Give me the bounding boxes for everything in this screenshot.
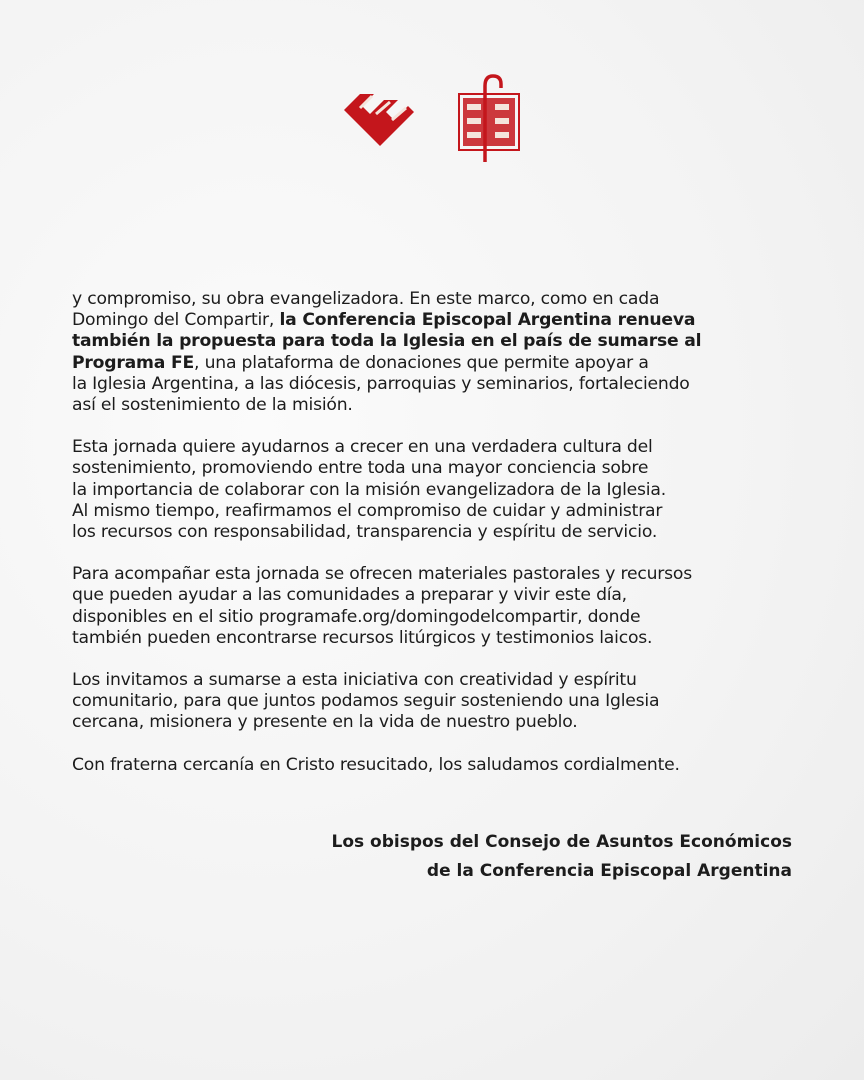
text-segment: Los invitamos a sumarse a esta iniciativa con creatividad y espíritu [72,670,637,691]
text-segment: , una plataforma de donaciones que permite apoyar a [194,352,649,373]
text-segment: cercana, misionera y presente en la vida de nuestro pueblo. [72,712,578,733]
text-line [72,691,812,712]
text-line [72,522,812,543]
text-line [72,628,812,649]
text-line [72,501,812,522]
bold-text: la Conferencia Episcopal Argentina renueva [279,310,696,331]
text-segment: y compromiso, su obra evangelizadora. En este marco, como en cada [72,289,660,309]
text-line [72,607,812,628]
text-line [72,480,812,501]
text-line [72,289,812,310]
text-line [72,331,812,352]
bold-text: Programa FE [72,352,195,373]
text-line [72,437,812,458]
text-segment: los recursos con responsabilidad, transparencia y espíritu de servicio. [72,522,658,543]
text-line [72,353,812,374]
text-segment: comunitario, para que juntos podamos seguir sosteniendo una Iglesia [72,691,660,712]
signature [331,828,792,886]
paragraph [72,755,812,776]
text-line [72,374,812,395]
text-line [72,585,812,606]
text-segment: que pueden ayudar a las comunidades a preparar y vivir este día, [72,585,627,606]
text-segment: Para acompañar esta jornada se ofrecen materiales pastorales y recursos [72,564,692,585]
text-segment: también pueden encontrarse recursos litúrgicos y testimonios laicos. [72,627,653,648]
text-segment: la importancia de colaborar con la misión evangelizadora de la Iglesia. [72,479,666,500]
text-line [72,395,812,416]
text-segment: Esta jornada quiere ayudarnos a crecer en una verdadera cultura del [72,437,653,458]
letter-body [72,289,812,797]
text-segment: Al mismo tiempo, reafirmamos el compromiso de cuidar y administrar [72,500,663,521]
conferencia-episcopal-logo [455,74,525,164]
signature-line-2: de la Conferencia Episcopal Argentina [426,861,792,881]
text-segment: la Iglesia Argentina, a las diócesis, parroquias y seminarios, fortaleciendo [72,373,690,394]
text-segment: Con fraterna cercanía en Cristo resucitado, los saludamos cordialmente. [72,754,680,775]
programa-fe-logo [340,86,418,152]
paragraph [72,670,812,734]
text-line [72,458,812,479]
text-line [72,712,812,733]
text-segment: sostenimiento, promoviendo entre toda una mayor conciencia sobre [72,458,649,479]
signature-line-1: Los obispos del Consejo de Asuntos Económicos [331,832,792,852]
paragraph [72,437,812,543]
text-line [72,564,812,585]
text-line [72,670,812,691]
text-line [72,310,812,331]
text-segment: así el sostenimiento de la misión. [72,395,353,416]
bold-text: también la propuesta para toda la Iglesia en el país de sumarse al [72,331,702,352]
text-segment: disponibles en el sitio programafe.org/domingodelcompartir, donde [72,606,641,627]
paragraph [72,289,812,416]
paragraph [72,564,812,649]
text-line [72,755,812,776]
header-logos [0,74,864,164]
text-segment: Domingo del Compartir, [72,310,280,331]
